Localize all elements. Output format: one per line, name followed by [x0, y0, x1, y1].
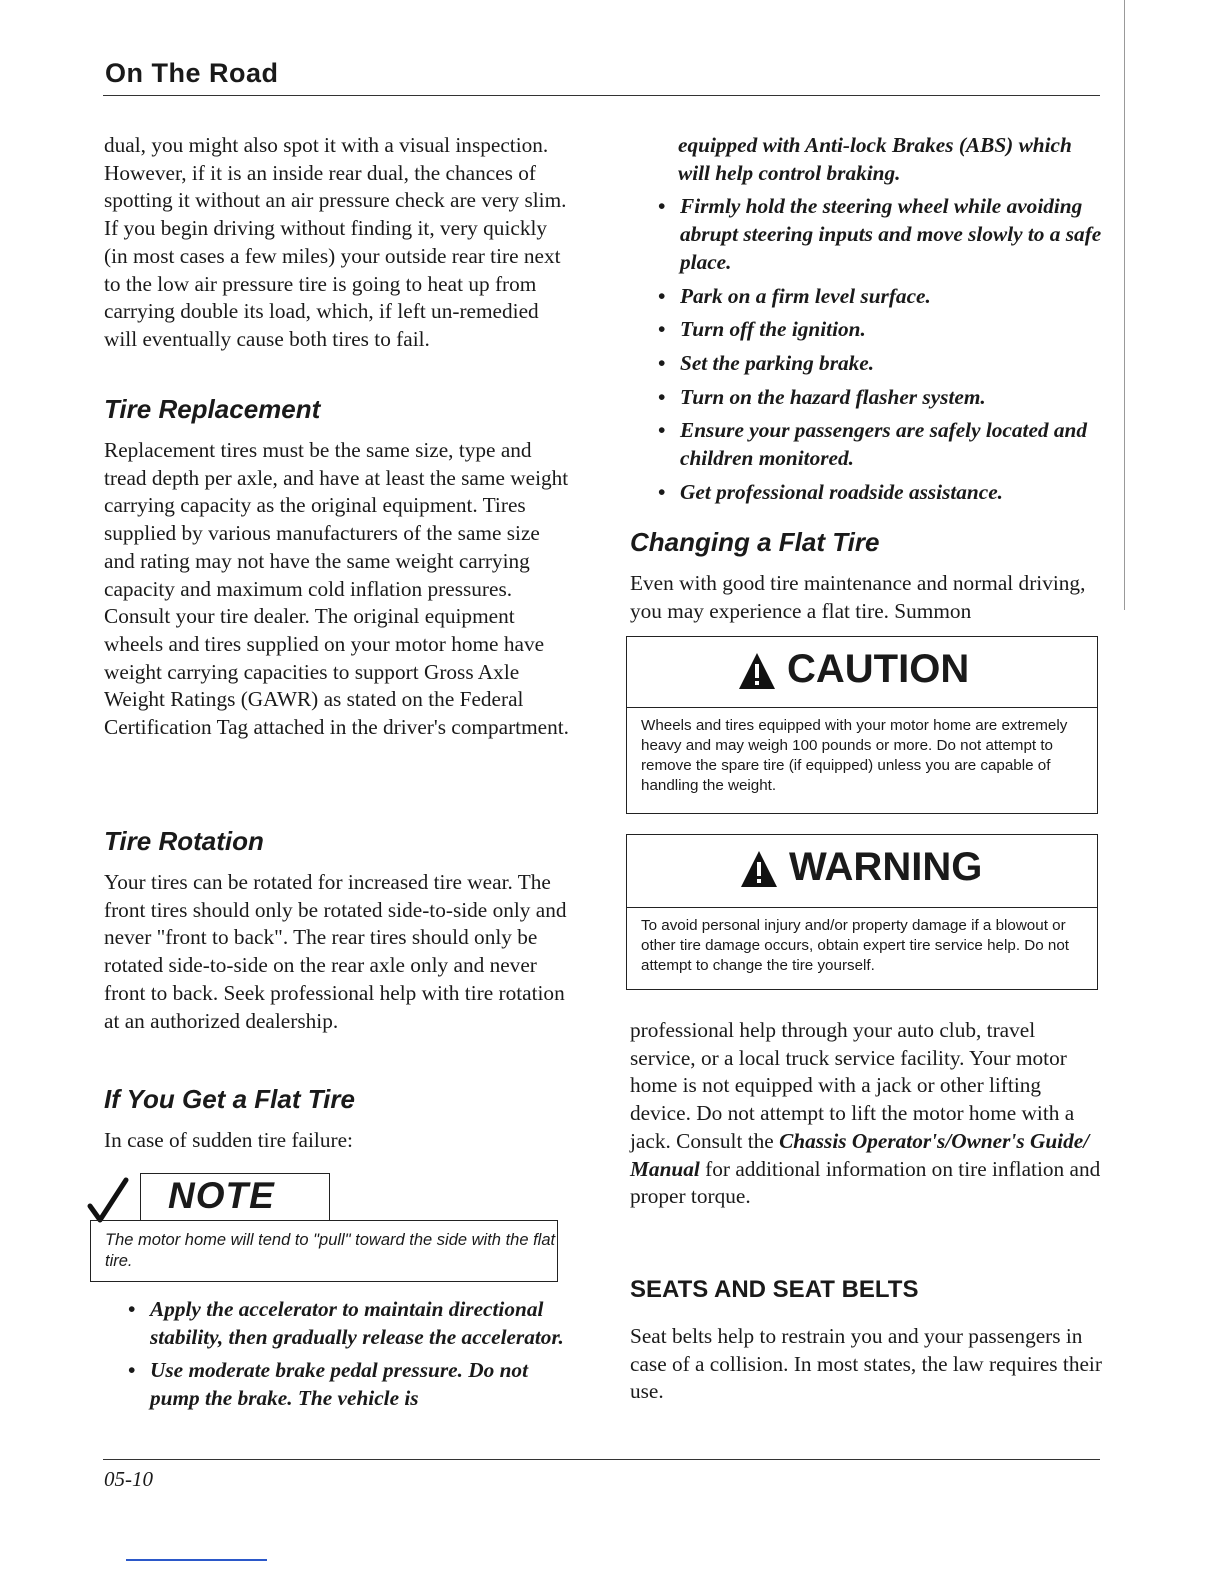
tire-replacement-body: Replacement tires must be the same size, type and tread depth per axle, and have at least the same weight carrying capacity as the original equipment. Tires supplied by various manufacturers of the same size and rating may not have the same weight carrying capacity and maximum cold inflation pressures. Consult your tire dealer. The original equipment wheels and tires supplied on your motor home have weight carrying capacities to support Gross Axle Weight Ratings (GAWR) as stated on the Federal Certification Tag attached in the driver's compartment. [104, 438, 569, 740]
tire-rotation-body: Your tires can be rotated for increased tire wear. The front tires should only be rotated side-to-side only and never "front to back". The rear tires should only be rotated side-to-side on the rear axle only and never front to back. Seek professional help with tire rotation at an authorized dealership. [104, 870, 567, 1033]
list-item: • Get professional roadside assistance. [658, 479, 1004, 504]
changing-flat-body: Even with good tire maintenance and normal driving, you may experience a flat tire. Summon [630, 571, 1086, 623]
page-number: 05-10 [104, 1467, 153, 1491]
list-item: • Apply the accelerator to maintain directional stability, then gradually release the accelerator. [128, 1297, 564, 1349]
warning-triangle-icon [739, 849, 779, 889]
list-item: • Park on a firm level surface. [658, 283, 931, 308]
warning-box [626, 834, 1098, 990]
warning-body: To avoid personal injury and/or property damage if a blowout or other tire damage occurs, obtain expert tire service help. Do not attempt to change the tire yourself. [641, 917, 1070, 974]
right-bullets [656, 132, 1102, 512]
seats-section [630, 1275, 1102, 1406]
note-body: The motor home will tend to "pull" toward the side with the flat tire. [90, 1220, 558, 1282]
page-edge-line [1124, 0, 1125, 610]
changing-flat-section [630, 526, 1102, 625]
tire-rotation-heading: Tire Rotation [104, 826, 264, 856]
warning-title: WARNING [789, 845, 983, 889]
header-rule [103, 95, 1100, 96]
tire-rotation-section [104, 825, 569, 1035]
warning-triangle-icon [737, 651, 777, 691]
running-header: On The Road [105, 58, 279, 88]
continued-paragraph-text: professional help through your auto club, travel service, or a local truck service facility. Your motor home is not equipped with a jack or other lifting device. Do not attempt to lift the motor home with a jack. Consult the Chassis Operator's/Owner's Guide/ Manual for additional information on tire inflation and proper torque. [630, 1018, 1101, 1209]
left-intro [104, 132, 569, 354]
flat-tire-heading: If You Get a Flat Tire [104, 1084, 355, 1114]
flat-tire-intro: In case of sudden tire failure: [104, 1128, 353, 1152]
left-bullets [126, 1296, 566, 1419]
checkmark-icon [86, 1176, 136, 1226]
seats-heading: SEATS AND SEAT BELTS [630, 1276, 919, 1303]
continued-paragraph [630, 1017, 1102, 1211]
list-item: • Ensure your passengers are safely located and children monitored. [658, 418, 1088, 471]
caution-title: CAUTION [787, 647, 970, 691]
intro-paragraph: dual, you might also spot it with a visual inspection. However, if it is an inside rear dual, the chances of spotting it without an air pressure check are very slim. If you begin driving without finding it, very quickly (in most cases a few miles) your outside rear tire next to the low air pressure tire is going to heat up from carrying double its load, which, if left un-remedied will eventually cause both tires to fail. [104, 133, 567, 351]
caution-box [626, 636, 1098, 814]
changing-flat-heading: Changing a Flat Tire [630, 527, 880, 557]
list-item: • Turn on the hazard flasher system. [658, 384, 986, 409]
note-title: NOTE [168, 1175, 275, 1216]
tire-replacement-section [104, 393, 569, 742]
caution-title-row [627, 637, 1097, 708]
bottom-link-underline [126, 1559, 267, 1561]
caution-body: Wheels and tires equipped with your motor home are extremely heavy and may weigh 100 pounds or more. Do not attempt to remove the spare tire (if equipped) unless you are capable of handling the weight. [641, 717, 1068, 794]
list-item: • Firmly hold the steering wheel while avoiding abrupt steering inputs and move slowly to a safe place. [658, 194, 1102, 274]
seats-body: Seat belts help to restrain you and your passengers in case of a collision. In most states, the law requires their use. [630, 1324, 1102, 1404]
list-item: • Set the parking brake. [658, 350, 875, 375]
list-item: • Use moderate brake pedal pressure. Do not pump the brake. The vehicle is [128, 1358, 528, 1411]
warning-title-row [627, 835, 1097, 908]
list-item: • Turn off the ignition. [658, 317, 866, 342]
list-item-continued: equipped with Anti-lock Brakes (ABS) which will help control braking. [678, 133, 1072, 185]
footer-rule [103, 1459, 1100, 1460]
flat-tire-section [104, 1083, 569, 1155]
tire-replacement-heading: Tire Replacement [104, 394, 321, 424]
